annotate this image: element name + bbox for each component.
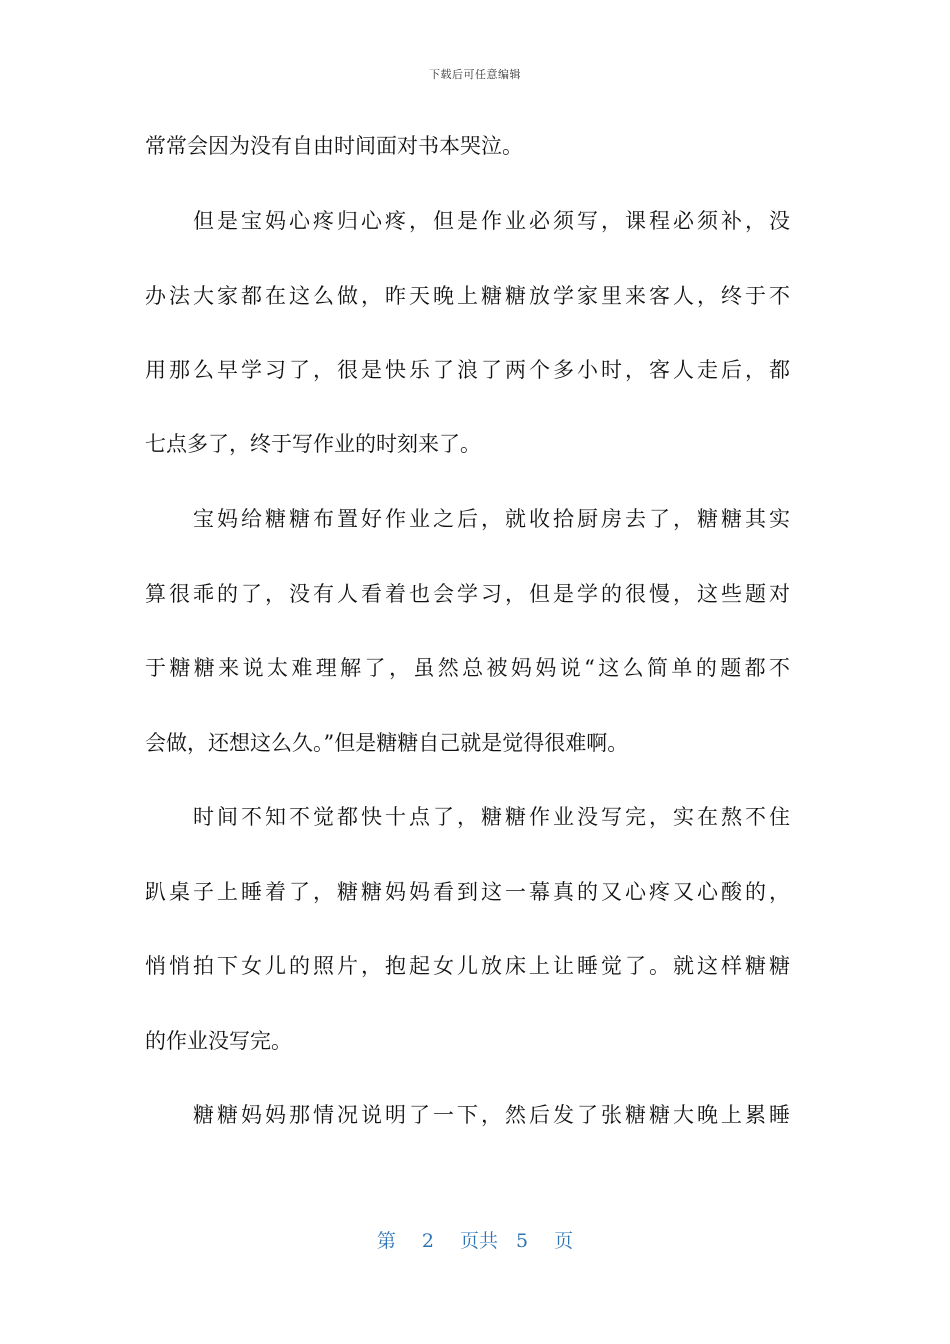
body-line: 办法大家都在这么做，昨天晚上糖糖放学家里来客人，终于不 xyxy=(145,284,790,308)
body-line: 的作业没写完。 xyxy=(145,1029,292,1053)
footer-label-page: 第 xyxy=(376,1230,396,1252)
body-line: 用那么早学习了，很是快乐了浪了两个多小时，客人走后，都 xyxy=(145,358,790,382)
body-line: 但是宝妈心疼归心疼，但是作业必须写，课程必须补，没 xyxy=(193,209,790,233)
footer-label-end: 页 xyxy=(554,1230,574,1252)
footer-current-page: 2 xyxy=(421,1230,434,1252)
body-line: 七点多了，终于写作业的时刻来了。 xyxy=(145,432,481,456)
body-line: 趴桌子上睡着了，糖糖妈妈看到这一幕真的又心疼又心酸的， xyxy=(145,880,790,904)
body-line: 会做，还想这么久。”但是糖糖自己就是觉得很难啊。 xyxy=(145,731,629,755)
page-header: 下载后可任意编辑 xyxy=(429,68,521,81)
page-footer xyxy=(0,1226,950,1253)
body-line: 悄悄拍下女儿的照片，抱起女儿放床上让睡觉了。就这样糖糖 xyxy=(145,954,790,978)
body-line: 常常会因为没有自由时间面对书本哭泣。 xyxy=(145,134,523,158)
footer-label-of: 页共 xyxy=(459,1230,498,1252)
body-line: 宝妈给糖糖布置好作业之后，就收拾厨房去了，糖糖其实 xyxy=(193,507,790,531)
body-line: 时间不知不觉都快十点了，糖糖作业没写完，实在熬不住 xyxy=(193,805,790,829)
body-line: 算很乖的了，没有人看着也会学习，但是学的很慢，这些题对 xyxy=(145,582,790,606)
body-line: 糖糖妈妈那情况说明了一下，然后发了张糖糖大晚上累睡 xyxy=(193,1103,790,1127)
body-line: 于糖糖来说太难理解了，虽然总被妈妈说“这么简单的题都不 xyxy=(145,656,790,680)
footer-total-pages: 5 xyxy=(516,1230,529,1252)
